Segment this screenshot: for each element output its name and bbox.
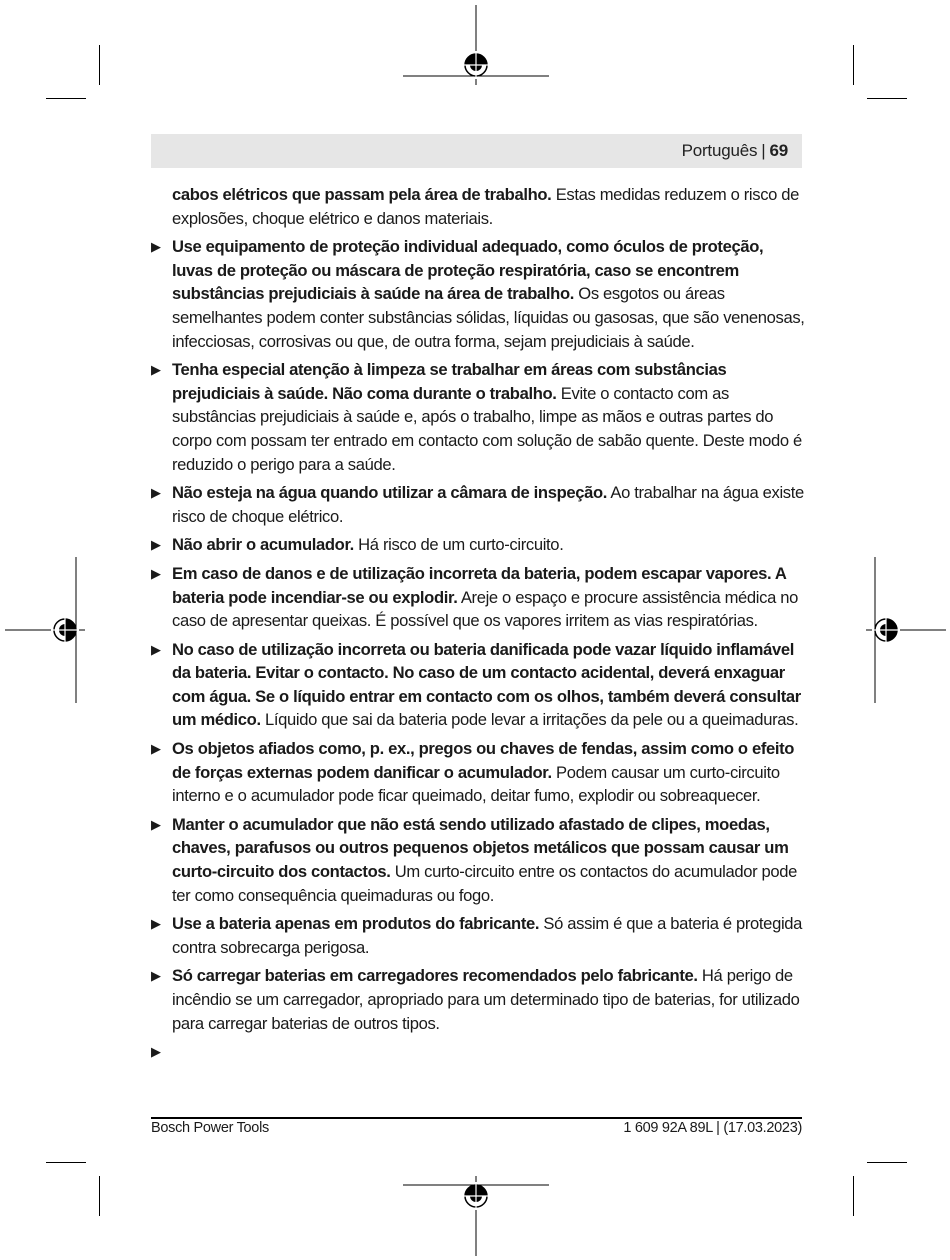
- header-text: [682, 141, 788, 161]
- bullet-arrow-icon: ▶: [151, 537, 161, 553]
- crop-mark: [867, 98, 907, 99]
- crop-mark: [867, 1162, 907, 1163]
- item-bold: Em caso de danos e de utilização incorreta da bateria, podem escapar vapores. A bateria pode incendiar-se ou explodir.: [172, 563, 786, 607]
- header-language: Português: [681, 141, 758, 160]
- item-text: Podem causar um curto-circuito interno e o acumulador pode ficar queimado, deitar fumo, explodir ou sobreaquecer.: [172, 762, 780, 806]
- list-item: [151, 912, 805, 959]
- bullet-arrow-icon: ▶: [151, 1044, 161, 1060]
- continuation-bold: cabos elétricos que passam pela área de trabalho.: [172, 185, 552, 204]
- crop-mark: [99, 1176, 100, 1216]
- crop-mark: [853, 1176, 854, 1216]
- list-item: [151, 638, 805, 732]
- list-item: [151, 358, 805, 476]
- header-separator: |: [761, 141, 766, 160]
- footer-rule: [151, 1117, 802, 1119]
- list-item: [151, 562, 805, 633]
- crop-mark: [46, 1162, 86, 1163]
- bullet-arrow-icon: ▶: [151, 816, 161, 832]
- registration-mark-right: [866, 557, 946, 703]
- item-bold: Os objetos afiados como, p. ex., pregos ou chaves de fendas, assim como o efeito de forças externas podem danificar o acumulador.: [172, 739, 795, 782]
- item-bold: Use a bateria apenas em produtos do fabricante.: [172, 914, 540, 934]
- item-text: Há perigo de incêndio se um carregador, apropriado para um determinado tipo de baterias, for utilizado para carregar baterias de outros tipos.: [172, 966, 800, 1033]
- item-bold: Tenha especial atenção à limpeza se trabalhar em áreas com substâncias prejudiciais à saúde. Não coma durante o trabalho.: [172, 360, 727, 403]
- item-text: Ao trabalhar na água existe risco de choque elétrico.: [172, 483, 804, 526]
- item-text: Um curto-circuito entre os contactos do acumulador pode ter como consequência queimaduras ou fogo.: [172, 862, 798, 905]
- footer-brand: Bosch Power Tools: [151, 1120, 269, 1136]
- list-item: [151, 235, 805, 353]
- bullet-arrow-icon: ▶: [151, 239, 161, 255]
- list-item: [151, 813, 805, 907]
- crop-mark: [853, 45, 854, 85]
- registration-mark-bottom: [403, 1176, 549, 1256]
- list-item: [151, 964, 805, 1035]
- registration-mark-left: [5, 557, 85, 703]
- bullet-arrow-icon: ▶: [151, 641, 161, 657]
- page-content: [151, 183, 805, 1060]
- list-item: [151, 533, 805, 557]
- item-text: Evite o contacto com as substâncias prejudiciais à saúde e, após o trabalho, limpe as mãos e outras partes do corpo com possam ter entrado em contacto com solução de sabão quente. Deste modo é reduzido o perigo para a saúde.: [172, 383, 802, 474]
- page-number: 69: [769, 141, 788, 160]
- bullet-arrow-icon: ▶: [151, 741, 161, 757]
- page-header: [151, 134, 802, 168]
- registration-mark-top: [403, 5, 549, 85]
- bullet-arrow-icon: ▶: [151, 485, 161, 501]
- item-text: Líquido que sai da bateria pode levar a irritações da pele ou a queimaduras.: [260, 710, 799, 730]
- bullet-arrow-icon: ▶: [151, 565, 161, 581]
- item-text: Só assim é que a bateria é protegida contra sobrecarga perigosa.: [172, 914, 803, 957]
- crop-mark: [46, 98, 86, 99]
- bullet-arrow-icon: ▶: [151, 362, 161, 378]
- continuation-paragraph: [151, 183, 805, 230]
- bullet-arrow-icon: ▶: [151, 968, 161, 984]
- continuation-text: Estas medidas reduzem o risco de explosões, choque elétrico e danos materiais.: [172, 185, 800, 228]
- item-text: Os esgotos ou áreas semelhantes podem conter substâncias sólidas, líquidas ou gasosas, que são venenosas, infecciosas, corrosivas ou que, de outra forma, sejam prejudiciais à saúde.: [172, 284, 805, 351]
- item-text: Areje o espaço e procure assistência médica no caso de apresentar queixas. É possível que os vapores irritem as vias respiratórias.: [172, 587, 798, 631]
- list-item: [151, 737, 805, 808]
- list-item: [151, 481, 805, 528]
- bullet-arrow-icon: ▶: [151, 916, 161, 932]
- item-bold: Só carregar baterias em carregadores recomendados pelo fabricante.: [172, 966, 698, 986]
- item-bold: Não abrir o acumulador.: [172, 535, 354, 555]
- item-bold: No caso de utilização incorreta ou bateria danificada pode vazar líquido inflamável da bateria. Evitar o contacto. No caso de um contacto acidental, deverá enxaguar com água. Se o líquido entrar em contacto com os olhos, também deverá consultar um médico.: [172, 639, 801, 730]
- item-bold: Use equipamento de proteção individual adequado, como óculos de proteção, luvas de proteção ou máscara de proteção respiratória, caso se encontrem substâncias prejudiciais à saúde na área de trabalho.: [172, 237, 764, 304]
- footer-document-id: 1 609 92A 89L | (17.03.2023): [623, 1120, 802, 1136]
- crop-mark: [99, 45, 100, 85]
- item-bold: Não esteja na água quando utilizar a câmara de inspeção.: [172, 483, 608, 503]
- item-bold: Manter o acumulador que não está sendo utilizado afastado de clipes, moedas, chaves, parafusos ou outros pequenos objetos metálicos que possam causar um curto-circuito dos contactos.: [172, 814, 789, 882]
- item-text: Há risco de um curto-circuito.: [353, 535, 564, 555]
